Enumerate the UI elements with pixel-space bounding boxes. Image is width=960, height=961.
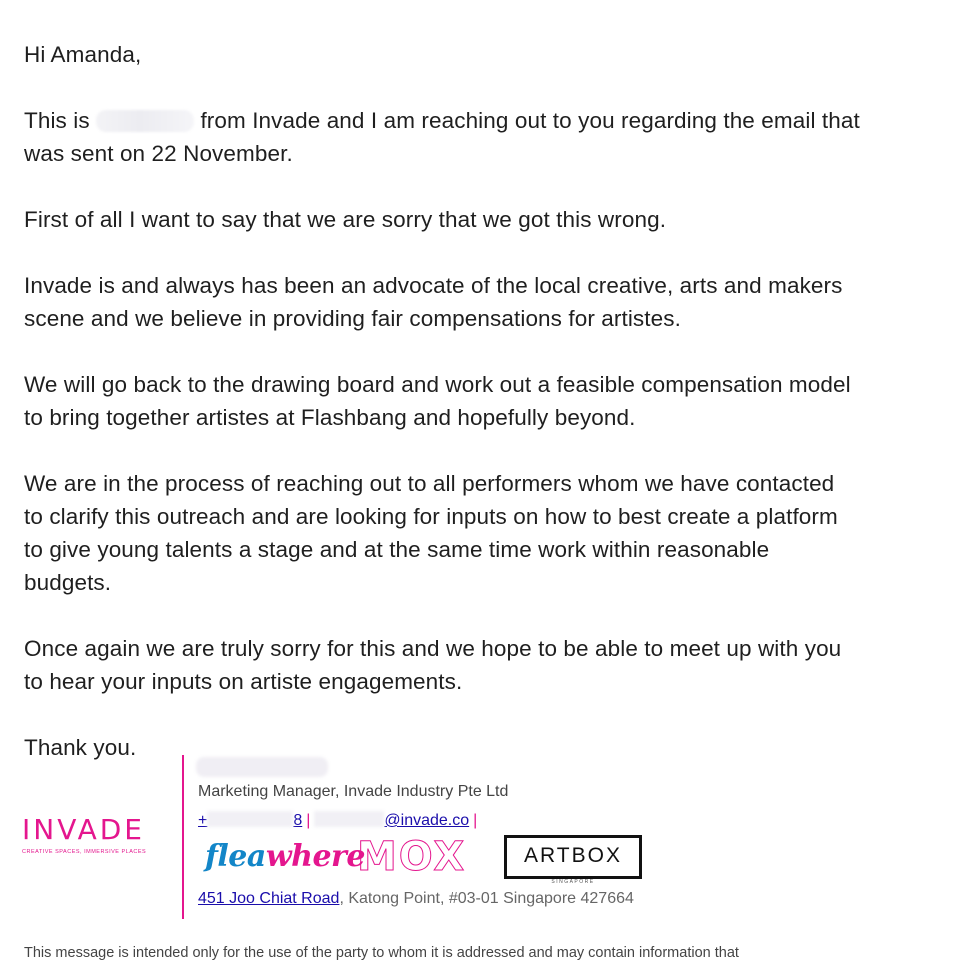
artbox-logo: ARTBOX SINGAPORE [504,835,642,879]
invade-logo: INVADE CREATIVE SPACES, IMMERSIVE PLACES [22,813,147,855]
phone-link[interactable]: + 8 [198,812,303,829]
paragraph-outreach: We are in the process of reaching out to all performers whom we have contacted to clarify this outreach and are looking for inputs on how to best create a platform to give young talents a stage and at the same time work within reasonable budgets. [24,471,838,595]
closing: Thank you. [24,735,137,760]
greeting: Hi Amanda, [24,42,142,67]
redacted-email-user [314,811,384,827]
separator: | [306,812,311,829]
disclaimer-text: This message is intended only for the use of the party to whom it is addressed and may contain information that [24,945,739,961]
redacted-signer-name [196,757,328,777]
paragraph-intro: This is from Invade and I am reaching out to you regarding the email that was sent on 22 November. [24,108,860,166]
redacted-phone [207,811,293,827]
redacted-sender-name [96,110,194,132]
separator: | [473,812,478,829]
job-title: Marketing Manager, Invade Industry Pte Ltd [198,783,509,800]
address-line: 451 Joo Chiat Road, Katong Point, #03-01 Singapore 427664 [198,890,634,907]
paragraph-sorry-again: Once again we are truly sorry for this and we hope to be able to meet up with you to hear your inputs on artiste engagements. [24,636,842,694]
email-link[interactable]: @invade.co [384,812,470,829]
signature-divider [182,755,184,919]
fleawhere-logo: fleawhere [205,839,365,874]
contact-line [198,811,481,830]
email-signature [0,755,960,925]
email-body [24,38,944,764]
paragraph-advocate: Invade is and always has been an advocate of the local creative, arts and makers scene and we believe in providing fair compensations for artistes. [24,273,843,331]
mox-logo: MOX [357,834,467,880]
paragraph-apology: First of all I want to say that we are sorry that we got this wrong. [24,207,667,232]
paragraph-drawing-board: We will go back to the drawing board and work out a feasible compensation model to bring together artistes at Flashbang and hopefully beyond. [24,372,851,430]
address-link[interactable]: 451 Joo Chiat Road [198,890,340,907]
